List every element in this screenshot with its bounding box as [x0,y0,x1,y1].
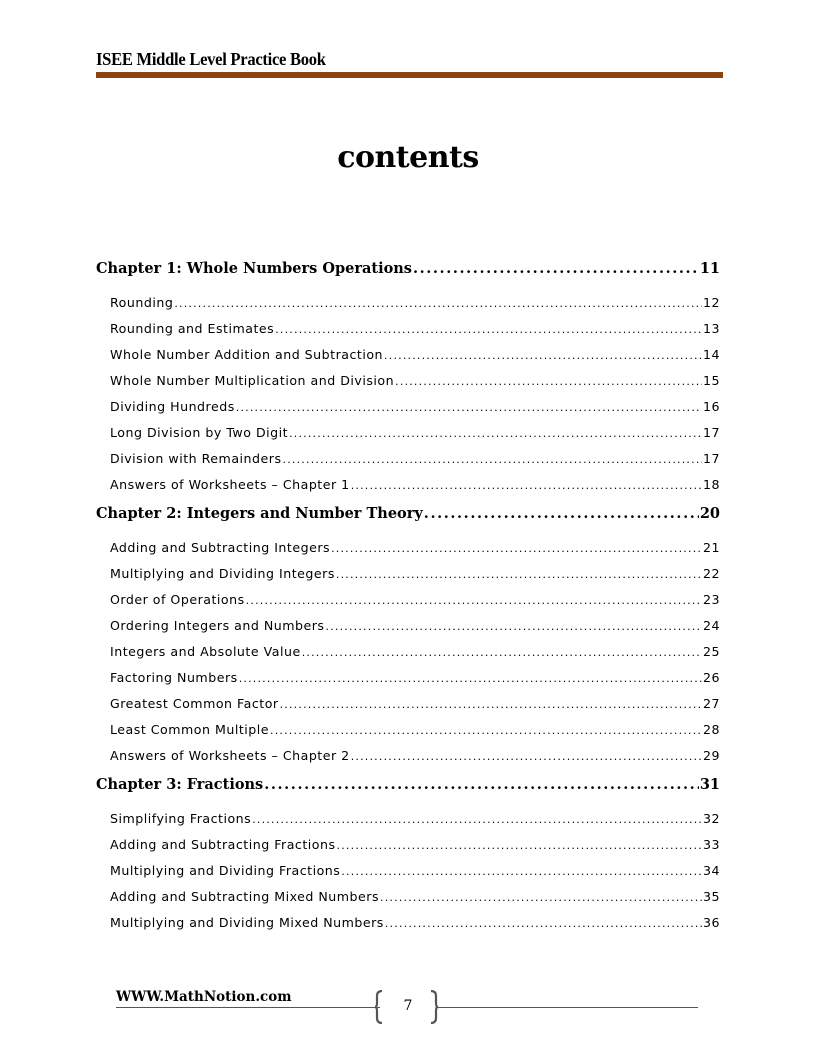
toc-section-entry[interactable] [110,561,720,587]
section-page-number: 17 [702,425,720,440]
section-title: Multiplying and Dividing Mixed Numbers [110,915,384,930]
section-title: Whole Number Addition and Subtraction [110,347,384,362]
section-page-number: 14 [702,347,720,362]
chapter-page-number: 11 [699,260,720,277]
right-bracket-icon [430,990,438,1024]
section-page-number: 12 [702,295,720,310]
section-page-number: 29 [702,748,720,763]
section-page-number: 18 [702,477,720,492]
dot-leader [351,473,702,498]
dot-leader [289,421,702,446]
section-page-number: 25 [702,644,720,659]
dot-leader [351,744,702,769]
section-title: Division with Remainders [110,451,282,466]
toc-section-entry[interactable] [110,665,720,691]
dot-leader [337,833,702,858]
dot-leader [380,885,702,910]
toc-section-entry[interactable] [110,858,720,884]
section-page-number: 34 [702,863,720,878]
dot-leader [270,718,702,743]
toc-chapter-entry[interactable] [96,257,720,281]
table-of-contents [96,257,720,940]
toc-section-entry[interactable] [110,420,720,446]
chapter-title: Chapter 3: Fractions [96,776,264,793]
section-title: Whole Number Multiplication and Division [110,373,395,388]
section-title: Multiplying and Dividing Integers [110,566,335,581]
dot-leader [325,614,701,639]
page-title: contents [337,140,479,175]
section-page-number: 23 [702,592,720,607]
section-title: Factoring Numbers [110,670,238,685]
section-page-number: 35 [702,889,720,904]
dot-leader [331,536,702,561]
section-page-number: 36 [702,915,720,930]
section-page-number: 27 [702,696,720,711]
toc-section-entry[interactable] [110,290,720,316]
dot-leader [424,502,699,526]
dot-leader [264,773,699,797]
page-number: 7 [403,998,413,1014]
section-page-number: 32 [702,811,720,826]
book-title: ISEE Middle Level Practice Book [96,49,326,69]
chapter-page-number: 20 [699,505,720,522]
chapter-title: Chapter 2: Integers and Number Theory [96,505,423,522]
dot-leader [302,640,702,665]
dot-leader [341,859,702,884]
toc-section-entry[interactable] [110,832,720,858]
section-page-number: 13 [702,321,720,336]
chapter-page-number: 31 [699,776,720,793]
toc-section-entry[interactable] [110,535,720,561]
section-page-number: 33 [702,837,720,852]
section-title: Ordering Integers and Numbers [110,618,325,633]
dot-leader [384,343,702,368]
toc-section-entry[interactable] [110,368,720,394]
section-title: Adding and Subtracting Fractions [110,837,336,852]
chapter-section-list [96,806,720,936]
dot-leader [336,562,702,587]
toc-section-entry[interactable] [110,613,720,639]
toc-section-entry[interactable] [110,717,720,743]
section-title: Adding and Subtracting Mixed Numbers [110,889,380,904]
section-title: Greatest Common Factor [110,696,279,711]
toc-section-entry[interactable] [110,394,720,420]
chapter-title: Chapter 1: Whole Numbers Operations [96,260,412,277]
toc-section-entry[interactable] [110,884,720,910]
footer-rule-right [436,1007,698,1008]
section-title: Long Division by Two Digit [110,425,289,440]
dot-leader [283,447,702,472]
section-page-number: 15 [702,373,720,388]
toc-section-entry[interactable] [110,806,720,832]
toc-section-entry[interactable] [110,910,720,936]
dot-leader [246,588,702,613]
dot-leader [174,291,702,316]
toc-section-entry[interactable] [110,587,720,613]
dot-leader [236,395,702,420]
section-page-number: 28 [702,722,720,737]
section-title: Dividing Hundreds [110,399,235,414]
section-title: Answers of Worksheets – Chapter 1 [110,477,350,492]
toc-section-entry[interactable] [110,639,720,665]
dot-leader [395,369,702,394]
section-title: Adding and Subtracting Integers [110,540,331,555]
dot-leader [413,257,699,281]
section-title: Integers and Absolute Value [110,644,301,659]
dot-leader [385,911,702,936]
section-title: Least Common Multiple [110,722,270,737]
toc-section-entry[interactable] [110,691,720,717]
toc-section-entry[interactable] [110,743,720,769]
section-page-number: 26 [702,670,720,685]
dot-leader [280,692,702,717]
dot-leader [252,807,702,832]
chapter-section-list [96,290,720,498]
dot-leader [239,666,702,691]
header-rule [96,72,723,78]
toc-section-entry[interactable] [110,342,720,368]
section-page-number: 17 [702,451,720,466]
section-title: Rounding [110,295,174,310]
footer-rule-left [116,1007,380,1008]
toc-section-entry[interactable] [110,316,720,342]
section-title: Order of Operations [110,592,245,607]
section-title: Answers of Worksheets – Chapter 2 [110,748,350,763]
footer-website: WWW.MathNotion.com [116,989,292,1005]
section-title: Multiplying and Dividing Fractions [110,863,341,878]
section-title: Simplifying Fractions [110,811,252,826]
section-page-number: 16 [702,399,720,414]
chapter-section-list [96,535,720,769]
section-page-number: 21 [702,540,720,555]
toc-chapter-entry[interactable] [96,773,720,797]
section-page-number: 24 [702,618,720,633]
section-page-number: 22 [702,566,720,581]
toc-chapter-entry[interactable] [96,502,720,526]
section-title: Rounding and Estimates [110,321,275,336]
dot-leader [275,317,702,342]
toc-section-entry[interactable] [110,472,720,498]
toc-section-entry[interactable] [110,446,720,472]
